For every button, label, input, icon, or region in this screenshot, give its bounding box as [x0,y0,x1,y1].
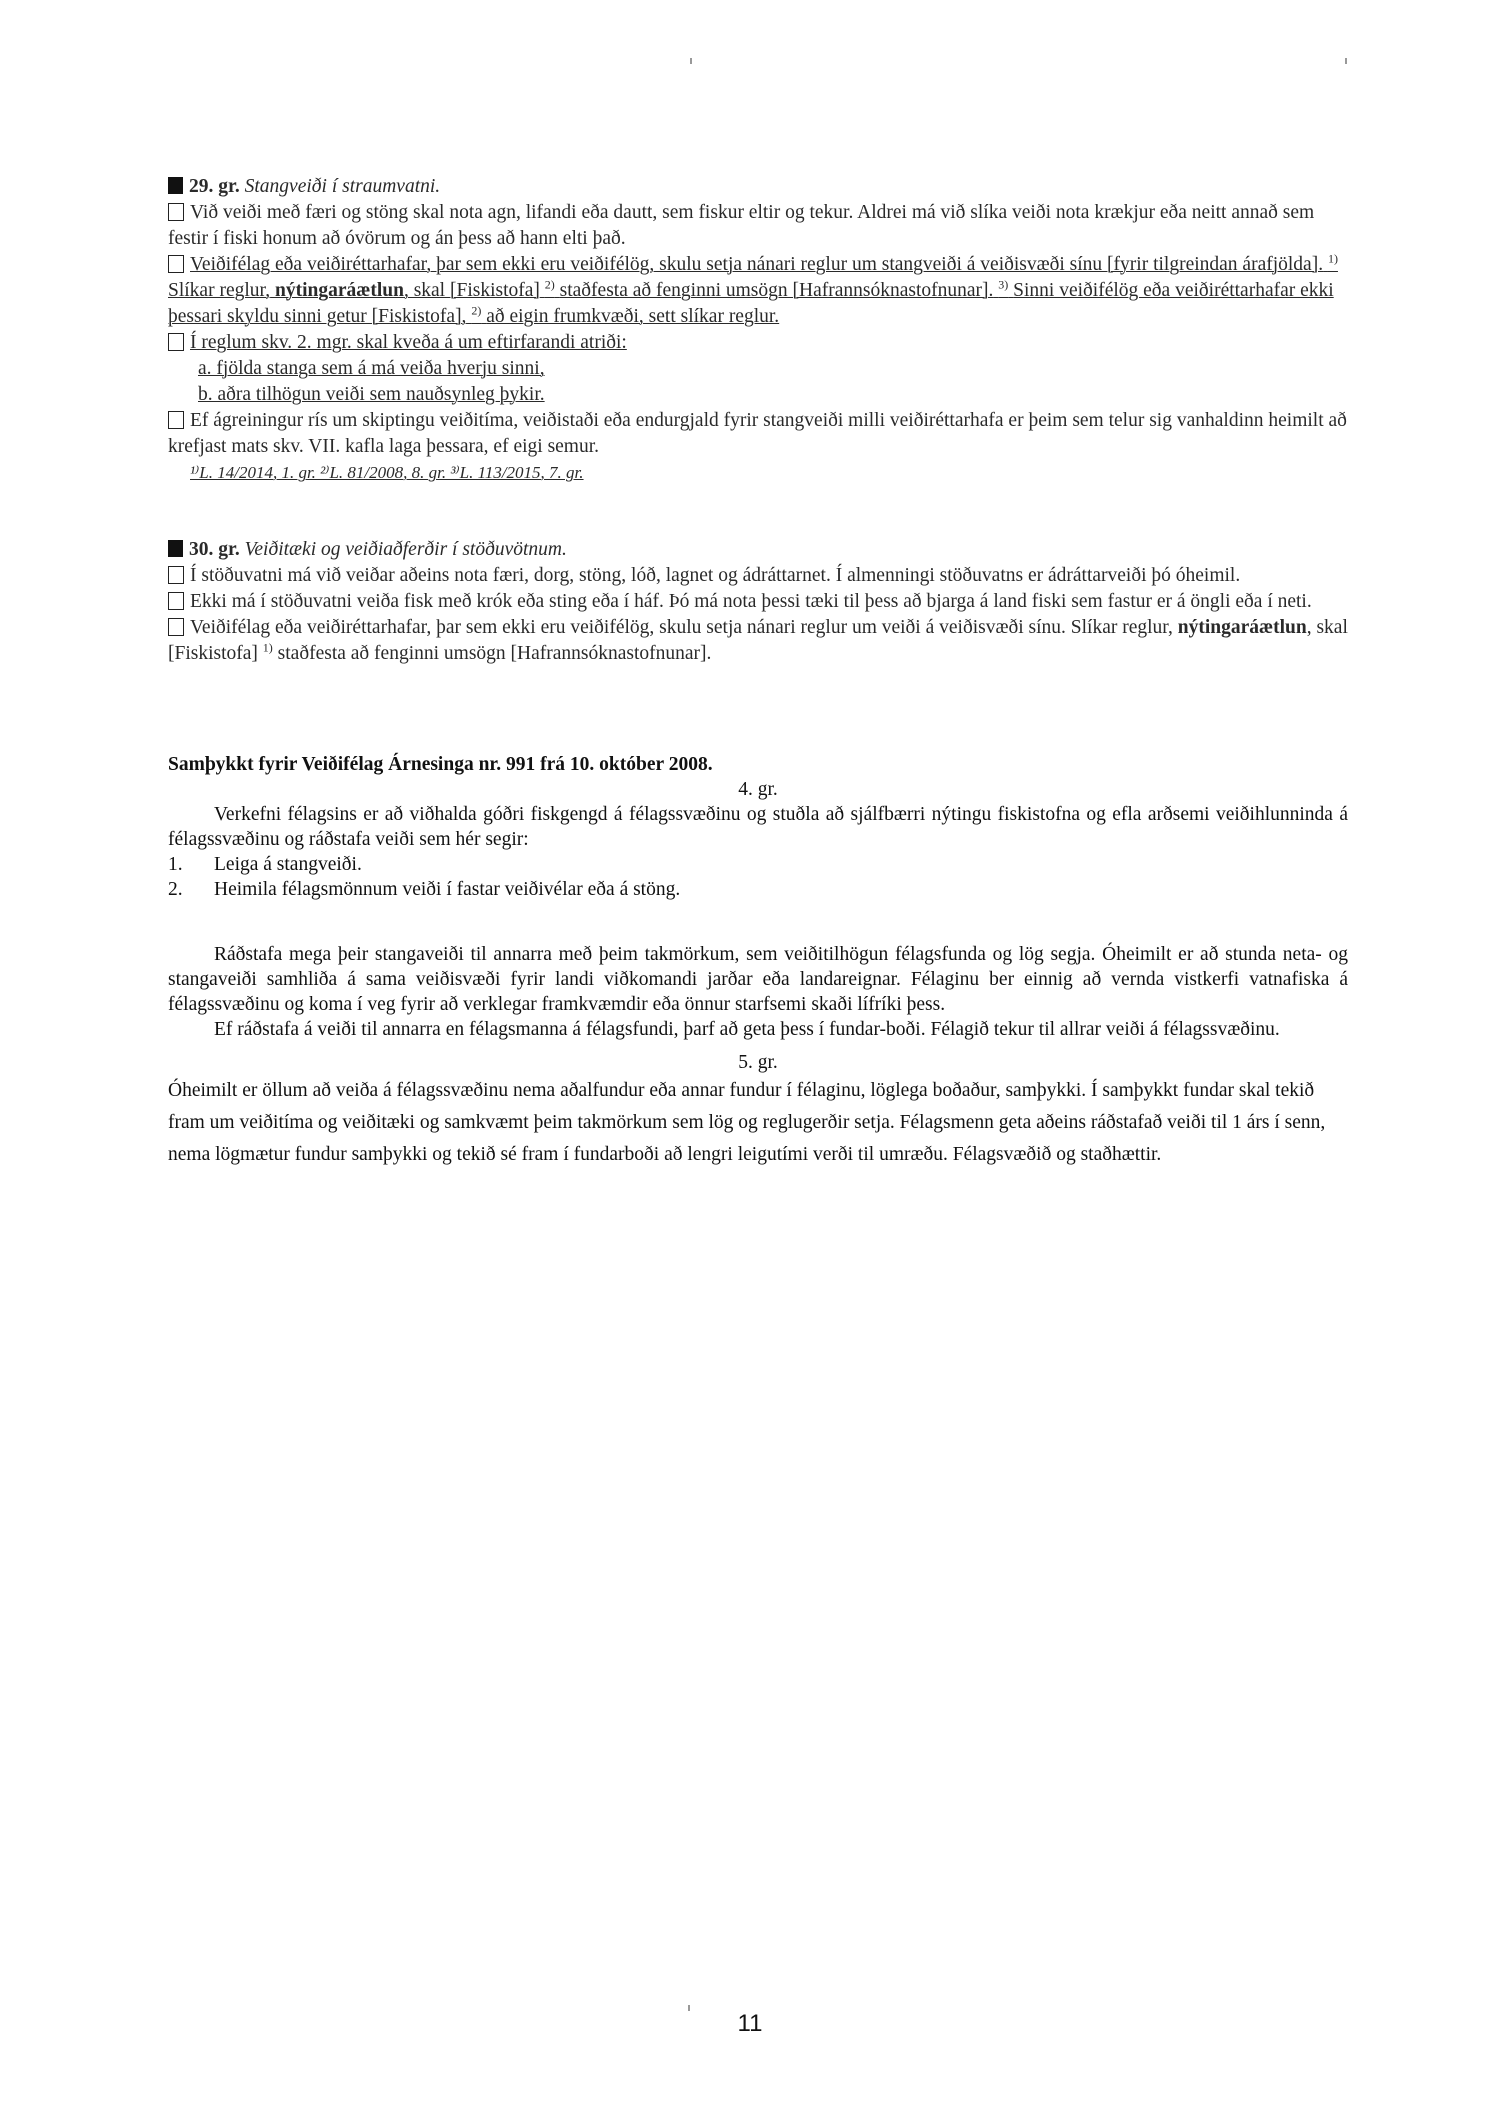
paragraph [168,330,1348,356]
paragraph [168,589,1348,615]
paragraph [168,408,1348,460]
section-4-paragraph: Ráðstafa mega þeir stangaveiði til annarra með þeim takmörkum, sem veiðitilhögun félagsfunda og lög segja. Óheimilt er að stunda neta- og stangaveiði samhliða á sama veiðisvæði fyrir landi viðkomandi jarðar eða landareignar. Félaginu ber einnig að vernda vistkerfi vatnafiska á félagssvæðinu og koma í veg fyrir að verklegar framkvæmdir eða önnur starfsemi skaði lífríki þess. [168,944,1348,1015]
article-30 [168,537,1348,667]
article-29-heading [168,174,1348,200]
empty-square-icon [168,618,184,636]
paragraph-text: Sinni veiðifélög eða veiðiréttarhafar ekki þessari skyldu sinni getur [Fiskistofa], [168,280,1334,327]
list-text: Leiga á stangveiði. [214,854,362,875]
section-4-paragraph: Ef ráðstafa á veiði til annarra en félagsmanna á félagsfundi, þarf að geta þess í fundar-boði. Félagið tekur til allrar veiði á félagssvæðinu. [214,1019,1280,1040]
list-number: 2. [168,879,183,900]
scan-speck [690,58,692,64]
bold-term: nýtingaráætlun [274,280,404,301]
empty-square-icon [168,566,184,584]
footnote-ref: 2) [471,303,482,318]
list-item [168,852,1348,877]
empty-square-icon [168,411,184,429]
paragraph-text: Við veiði með færi og stöng skal nota agn, lifandi eða dautt, sem fiskur eltir og tekur. Aldrei má við slíka veiði nota krækjur eða neitt annað sem festir í fiski honum að óvörum og án þess að hann elti það. [168,202,1315,249]
article-number: 29. gr. [189,176,240,197]
bold-term: nýtingaráætlun [1177,617,1307,638]
list-item-b: b. aðra tilhögun veiði sem nauðsynleg þykir. [198,384,545,405]
list-number: 1. [168,854,183,875]
empty-square-icon [168,592,184,610]
amended-paragraph [168,252,1348,330]
section-4-intro: Verkefni félagsins er að viðhalda góðri fiskgengd á félagssvæðinu og stuðla að sjálfbærri nýtingu fiskistofna og efla arðsemi veiðihlunninda á félagssvæðinu og ráðstafa veiði sem hér segir: [168,804,1348,850]
article-29 [168,174,1348,486]
article-title: Veiðitæki og veiðiaðferðir í stöðuvötnum. [244,539,567,560]
section-4-title: 4. gr. [738,779,778,800]
empty-square-icon [168,203,184,221]
paragraph [168,563,1348,589]
paragraph-text: Slíkar reglur, [168,280,271,301]
paragraph-text: staðfesta að fenginni umsögn [Hafrannsóknastofnunar]. [559,280,994,301]
section-5-title: 5. gr. [738,1052,778,1073]
footnote-ref: 2) [544,277,555,292]
list-item-a: a. fjölda stanga sem á má veiða hverju sinni, [198,358,545,379]
footnotes: ¹⁾L. 14/2014, 1. gr. ²⁾L. 81/2008, 8. gr. ³⁾L. 113/2015, 7. gr. [190,463,584,482]
filled-square-icon [168,540,183,557]
empty-square-icon [168,255,184,273]
section-5-paragraph: Óheimilt er öllum að veiða á félagssvæðinu nema aðalfundur eða annar fundur í félaginu, löglega boðaður, samþykki. Í samþykkt fundar skal tekið fram um veiðitíma og veiðitæki og samkvæmt þeim takmörkum sem lög og reglugerðir setja. Félagsmenn geta aðeins ráðstafað veiði til 1 árs í senn, nema lögmætur fundur samþykki og tekið sé fram í fundarboði að lengri leigutími verði til umræðu. Félagsvæðið og staðhættir. [168,1080,1326,1165]
scan-speck [1345,58,1347,64]
paragraph-text: , skal [Fiskistofa] [403,280,540,301]
paragraph-text: Ef ágreiningur rís um skiptingu veiðitíma, veiðistaði eða endurgjald fyrir stangveiði milli veiðiréttarhafa er þeim sem telur sig vanhaldinn heimilt að krefjast mats skv. VII. kafla laga þessara, ef eigi semur. [168,410,1347,457]
article-number: 30. gr. [189,539,240,560]
empty-square-icon [168,333,184,351]
footnote-ref: 3) [998,277,1009,292]
paragraph [168,200,1348,252]
paragraph [168,615,1348,667]
paragraph-text: Veiðifélag eða veiðiréttarhafar, þar sem ekki eru veiðifélög, skulu setja nánari reglur um stangveiði á veiðisvæði sínu [fyrir tilgreindan árafjölda]. [190,254,1324,275]
list-text: Heimila félagsmönnum veiði í fastar veiðivélar eða á stöng. [214,879,681,900]
article-30-heading [168,537,1348,563]
paragraph-text: Í stöðuvatni má við veiðar aðeins nota færi, dorg, stöng, lóð, lagnet og ádráttarnet. Í almenningi stöðuvatns er ádráttarveiði þó óheimil. [190,565,1241,586]
list-item [168,877,1348,902]
filled-square-icon [168,177,183,194]
page-number: 11 [737,2010,763,2037]
paragraph-text: , skal [Fiskistofa] [168,617,1348,664]
paragraph-text: Ekki má í stöðuvatni veiða fisk með krók eða sting eða í háf. Þó má nota þessi tæki til þess að bjarga á land fiski sem fastur er á öngli eða í neti. [190,591,1312,612]
footnote-ref: 1) [1327,251,1338,266]
footnote-ref: 1) [262,640,273,655]
article-title: Stangveiði í straumvatni. [244,176,441,197]
samthykkt-section [168,752,1348,1171]
paragraph-text: að eigin frumkvæði, sett slíkar reglur. [486,306,780,327]
paragraph-text: staðfesta að fenginni umsögn [Hafrannsóknastofnunar]. [277,643,712,664]
samthykkt-heading: Samþykkt fyrir Veiðifélag Árnesinga nr. 991 frá 10. október 2008. [168,754,713,775]
paragraph-text: Í reglum skv. 2. mgr. skal kveða á um eftirfarandi atriði: [190,332,627,353]
paragraph-text: Veiðifélag eða veiðiréttarhafar, þar sem ekki eru veiðifélög, skulu setja nánari reglur um veiði á veiðisvæði sínu. Slíkar reglur, [190,617,1173,638]
